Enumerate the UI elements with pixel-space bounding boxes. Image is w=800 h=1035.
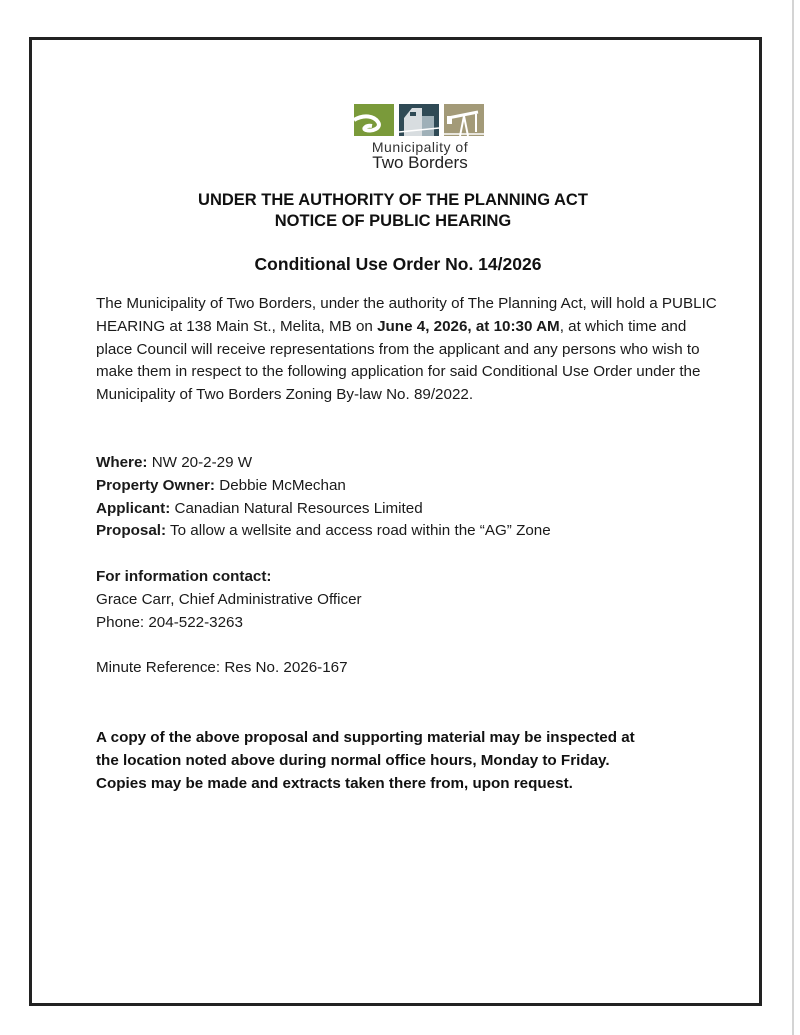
proposal-value: To allow a wellsite and access road within the “AG” Zone: [166, 522, 551, 540]
intro-text-1: The Municipality of Two Borders, under the authority of The Planning Act, will hold a PUBLIC HEARING at 138 Main St., Melita, MB on: [96, 295, 717, 335]
heading-notice: NOTICE OF PUBLIC HEARING: [274, 212, 512, 230]
heading-authority: UNDER THE AUTHORITY OF THE PLANNING ACT: [198, 191, 588, 209]
applicant-value: Canadian Natural Resources Limited: [170, 499, 423, 517]
closing-statement: [96, 726, 736, 795]
grain-elevator-icon: [399, 104, 439, 136]
owner-value: Debbie McMechan: [215, 476, 346, 494]
logo-text-name: Two Borders: [372, 153, 468, 172]
closing-line-2: the location noted above during normal office hours, Monday to Friday.: [96, 752, 610, 769]
contact-name: Grace Carr, Chief Administrative Officer: [96, 590, 362, 608]
municipality-logo: [352, 102, 492, 172]
logo-text-municipality: Municipality of: [371, 139, 469, 155]
minute-reference: Minute Reference: Res No. 2026-167: [96, 659, 348, 676]
detail-where: [96, 452, 716, 475]
application-details: [96, 452, 716, 543]
where-value: NW 20-2-29 W: [147, 454, 253, 471]
scan-edge-line: [792, 0, 794, 1035]
contact-phone: Phone: 204-522-3263: [96, 613, 243, 631]
order-title: Conditional Use Order No. 14/2026: [254, 254, 542, 274]
closing-line-1: A copy of the above proposal and supporting material may be inspected at: [96, 729, 635, 746]
proposal-label: Proposal:: [96, 522, 167, 540]
river-icon: [354, 104, 394, 136]
contact-block: [96, 566, 716, 634]
intro-paragraph: [96, 293, 726, 407]
detail-applicant: [96, 498, 716, 521]
intro-text-2: , at which time and place Council will receive representations from the applicant and any persons who wish to make them in respect to the following application for said Conditional Use Order under the Municipality of Two Borders Zoning By-law No. 89/2022.: [96, 317, 701, 404]
contact-label: For information contact:: [96, 568, 272, 585]
where-label: Where:: [96, 454, 148, 471]
applicant-label: Applicant:: [96, 499, 171, 517]
logo-tiles: [352, 102, 488, 138]
closing-line-3: Copies may be made and extracts taken there from, upon request.: [96, 775, 573, 792]
hearing-date-time: June 4, 2026, at 10:30 AM: [377, 317, 560, 335]
detail-owner: [96, 475, 716, 498]
oil-pumpjack-icon: [444, 104, 484, 136]
detail-proposal: [96, 520, 716, 543]
owner-label: Property Owner:: [96, 476, 215, 494]
